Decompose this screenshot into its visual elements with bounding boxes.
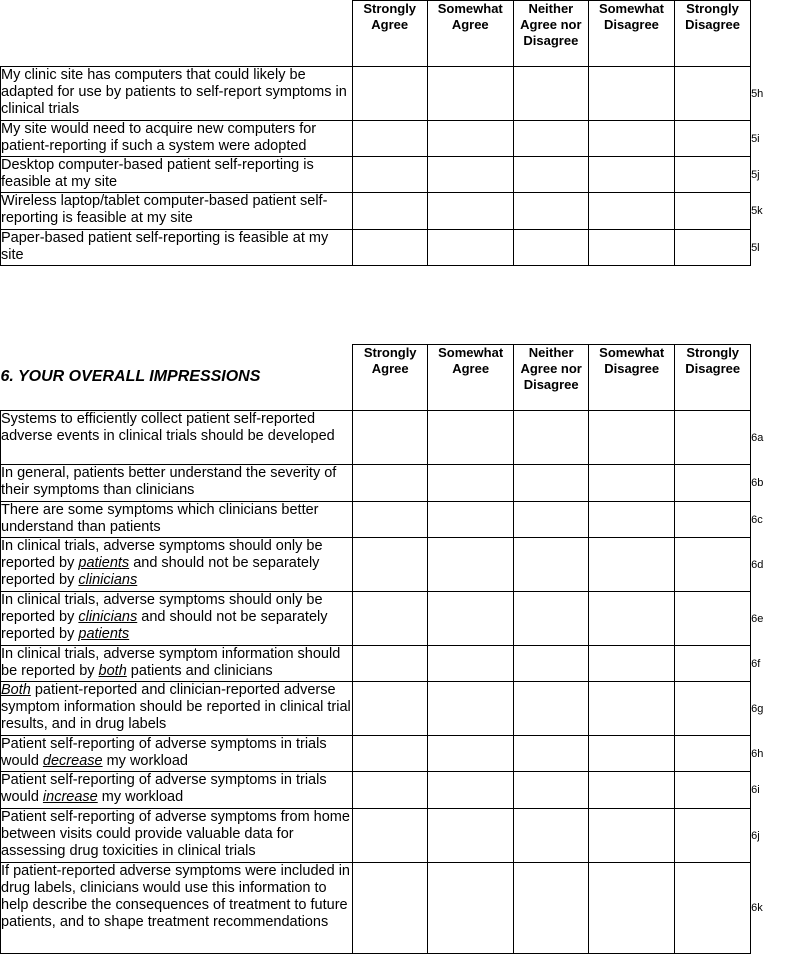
- answer-cell-somewhat-disagree[interactable]: [589, 465, 675, 502]
- answer-cell-neither[interactable]: [513, 121, 588, 157]
- answer-cell-somewhat-disagree[interactable]: [589, 646, 675, 682]
- question-row: [1, 193, 789, 230]
- question-text-part: and should not be separately reported by: [1, 555, 320, 588]
- header-strongly-disagree: Strongly Disagree: [675, 345, 751, 411]
- question-text-part: In clinical trials, adverse symptom information should be reported by: [1, 646, 341, 679]
- answer-cell-somewhat-agree[interactable]: [428, 736, 514, 772]
- emphasized-text: Both: [1, 682, 31, 698]
- answer-cell-strongly-disagree[interactable]: [675, 538, 751, 592]
- answer-cell-strongly-agree[interactable]: [353, 682, 428, 736]
- answer-cell-strongly-disagree[interactable]: [674, 121, 750, 157]
- question-text-part: patients and clinicians: [126, 663, 273, 679]
- header-strongly-agree: Strongly Agree: [353, 345, 428, 411]
- question-text: [1, 538, 353, 592]
- header-neither: Neither Agree nor Disagree: [513, 1, 588, 67]
- answer-cell-somewhat-disagree[interactable]: [589, 682, 675, 736]
- header-somewhat-disagree: Somewhat Disagree: [588, 1, 674, 67]
- answer-cell-strongly-disagree[interactable]: [675, 592, 751, 646]
- answer-cell-neither[interactable]: [514, 538, 589, 592]
- answer-cell-somewhat-agree[interactable]: [428, 682, 514, 736]
- answer-cell-somewhat-agree[interactable]: [428, 538, 514, 592]
- answer-cell-neither[interactable]: [514, 502, 589, 538]
- answer-cell-somewhat-disagree[interactable]: [588, 157, 674, 193]
- answer-cell-somewhat-agree[interactable]: [428, 592, 514, 646]
- item-code: 6j: [751, 829, 760, 842]
- question-row: [1, 157, 789, 193]
- question-text: [1, 809, 353, 863]
- answer-cell-strongly-disagree[interactable]: [675, 682, 751, 736]
- answer-cell-strongly-agree[interactable]: [353, 411, 428, 465]
- question-text: [1, 465, 353, 502]
- answer-cell-somewhat-agree[interactable]: [428, 772, 514, 809]
- answer-cell-strongly-agree[interactable]: [353, 538, 428, 592]
- answer-cell-strongly-disagree[interactable]: [675, 646, 751, 682]
- answer-cell-strongly-disagree[interactable]: [675, 772, 751, 809]
- question-row: [1, 230, 789, 266]
- item-code: 6g: [751, 702, 764, 715]
- emphasized-text: clinicians: [78, 609, 138, 625]
- answer-cell-somewhat-agree[interactable]: [428, 411, 514, 465]
- answer-cell-neither[interactable]: [513, 230, 588, 266]
- answer-cell-neither[interactable]: [514, 736, 589, 772]
- question-text-part: There are some symptoms which clinicians better understand than patients: [1, 502, 319, 535]
- answer-cell-strongly-agree[interactable]: [353, 646, 428, 682]
- question-text-part: Desktop computer-based patient self-reporting is feasible at my site: [1, 157, 314, 190]
- answer-cell-somewhat-disagree[interactable]: [589, 736, 675, 772]
- answer-cell-neither[interactable]: [514, 809, 589, 863]
- question-row: [1, 538, 789, 592]
- answer-cell-strongly-agree[interactable]: [353, 465, 428, 502]
- question-text-part: Systems to efficiently collect patient self-reported adverse events in clinical trials should be developed: [1, 411, 335, 444]
- answer-cell-strongly-agree[interactable]: [353, 863, 428, 954]
- item-code: 6h: [751, 747, 764, 760]
- question-text-part: Paper-based patient self-reporting is feasible at my site: [1, 230, 329, 263]
- question-row: [1, 736, 789, 772]
- answer-cell-somewhat-disagree[interactable]: [589, 538, 675, 592]
- question-text-part: Wireless laptop/tablet computer-based patient self-reporting is feasible at my site: [1, 193, 328, 226]
- header-strongly-disagree: Strongly Disagree: [674, 1, 750, 67]
- answer-cell-somewhat-agree[interactable]: [427, 193, 513, 230]
- question-text-part: Patient self-reporting of adverse symptoms in trials would: [1, 736, 327, 769]
- answer-cell-somewhat-disagree[interactable]: [588, 67, 674, 121]
- emphasized-text: patients: [78, 555, 130, 571]
- question-row: [1, 809, 789, 863]
- answer-cell-strongly-disagree[interactable]: [675, 411, 751, 465]
- item-code: 6e: [751, 612, 764, 625]
- question-text: [1, 157, 353, 193]
- answer-cell-somewhat-agree[interactable]: [427, 230, 513, 266]
- answer-cell-neither[interactable]: [513, 157, 588, 193]
- answer-cell-neither[interactable]: [513, 67, 588, 121]
- answer-cell-neither[interactable]: [514, 592, 589, 646]
- answer-cell-neither[interactable]: [514, 682, 589, 736]
- answer-cell-somewhat-disagree[interactable]: [588, 193, 674, 230]
- item-code: 5h: [751, 87, 764, 100]
- answer-cell-somewhat-agree[interactable]: [428, 465, 514, 502]
- item-code: 6a: [751, 431, 764, 444]
- answer-cell-strongly-agree[interactable]: [352, 67, 427, 121]
- header-blank-cell: [1, 1, 353, 67]
- answer-cell-strongly-agree[interactable]: [352, 157, 427, 193]
- question-text: [1, 646, 353, 682]
- answer-cell-somewhat-agree[interactable]: [427, 67, 513, 121]
- answer-cell-strongly-disagree[interactable]: [674, 193, 750, 230]
- answer-cell-somewhat-disagree[interactable]: [589, 772, 675, 809]
- question-text-part: In general, patients better understand the severity of their symptoms than clinicians: [1, 465, 337, 498]
- survey-table-section-6: [0, 344, 789, 954]
- question-text: [1, 592, 353, 646]
- question-text-part: and should not be separately reported by: [1, 609, 328, 642]
- question-text: [1, 230, 353, 266]
- answer-cell-somewhat-agree[interactable]: [427, 157, 513, 193]
- item-code: 6c: [751, 513, 763, 526]
- item-code: 6i: [751, 784, 760, 796]
- answer-cell-strongly-agree[interactable]: [353, 502, 428, 538]
- question-text: [1, 121, 353, 157]
- answer-cell-somewhat-agree[interactable]: [428, 502, 514, 538]
- item-code: 6b: [751, 477, 764, 489]
- question-text-part: Patient self-reporting of adverse symptoms from home between visits could provide valuable data for assessing drug toxicities in clinical trials: [1, 809, 350, 859]
- item-code: 6d: [751, 558, 764, 571]
- question-row: [1, 592, 789, 646]
- answer-cell-strongly-agree[interactable]: [353, 736, 428, 772]
- answer-cell-neither[interactable]: [513, 193, 588, 230]
- emphasized-text: patients: [78, 626, 130, 642]
- question-row: [1, 646, 789, 682]
- answer-cell-strongly-disagree[interactable]: [674, 230, 750, 266]
- emphasized-text: both: [98, 663, 127, 679]
- question-text: [1, 193, 353, 230]
- question-row: [1, 682, 789, 736]
- emphasized-text: decrease: [42, 753, 103, 769]
- question-text-part: patient-reported and clinician-reported adverse symptom information should be reported in clinical trial results, and in drug labels: [1, 682, 351, 732]
- answer-cell-neither[interactable]: [514, 411, 589, 465]
- survey-table-section-5: [0, 0, 789, 266]
- question-text: [1, 502, 353, 538]
- question-text-part: In clinical trials, adverse symptoms should only be reported by: [1, 592, 323, 625]
- answer-cell-neither[interactable]: [514, 646, 589, 682]
- question-text-part: Patient self-reporting of adverse symptoms in trials would: [1, 772, 327, 805]
- question-row: [1, 772, 789, 809]
- answer-cell-neither[interactable]: [514, 772, 589, 809]
- question-text: [1, 67, 353, 121]
- question-text-part: If patient-reported adverse symptoms were included in drug labels, clinicians would use this information to help describe the consequences of treatment to future patients, and to shape treatment recommendations: [1, 863, 350, 930]
- question-text-part: My clinic site has computers that could likely be adapted for use by patients to self-report symptoms in clinical trials: [1, 67, 347, 117]
- answer-cell-neither[interactable]: [514, 863, 589, 954]
- answer-cell-somewhat-agree[interactable]: [428, 646, 514, 682]
- item-code: 6f: [751, 657, 761, 670]
- question-text-part: my workload: [97, 789, 184, 805]
- item-code: 5k: [751, 205, 763, 217]
- answer-cell-somewhat-disagree[interactable]: [588, 230, 674, 266]
- header-strongly-agree: Strongly Agree: [352, 1, 427, 67]
- answer-cell-somewhat-agree[interactable]: [428, 863, 514, 954]
- header-somewhat-agree: Somewhat Agree: [427, 1, 513, 67]
- question-text: [1, 736, 353, 772]
- header-somewhat-agree: Somewhat Agree: [428, 345, 514, 411]
- question-text: [1, 863, 353, 954]
- answer-cell-somewhat-agree[interactable]: [428, 809, 514, 863]
- section-6-title: 6. YOUR OVERALL IMPRESSIONS: [0, 368, 261, 386]
- answer-cell-somewhat-disagree[interactable]: [589, 592, 675, 646]
- answer-cell-strongly-agree[interactable]: [352, 230, 427, 266]
- question-row: [1, 121, 789, 157]
- answer-cell-somewhat-disagree[interactable]: [588, 121, 674, 157]
- answer-cell-neither[interactable]: [514, 465, 589, 502]
- header-somewhat-disagree: Somewhat Disagree: [589, 345, 675, 411]
- answer-cell-strongly-disagree[interactable]: [674, 157, 750, 193]
- answer-cell-strongly-disagree[interactable]: [675, 736, 751, 772]
- question-row: [1, 502, 789, 538]
- answer-cell-strongly-disagree[interactable]: [675, 809, 751, 863]
- answer-cell-strongly-disagree[interactable]: [675, 465, 751, 502]
- answer-cell-somewhat-disagree[interactable]: [589, 411, 675, 465]
- emphasized-text: increase: [42, 789, 98, 805]
- section-6-title-cell: [1, 345, 353, 411]
- answer-cell-strongly-agree[interactable]: [352, 121, 427, 157]
- item-code: 5i: [751, 132, 760, 145]
- answer-cell-somewhat-agree[interactable]: [427, 121, 513, 157]
- question-row: [1, 465, 789, 502]
- answer-cell-strongly-agree[interactable]: [352, 193, 427, 230]
- item-code: 6k: [751, 902, 763, 914]
- question-row: [1, 411, 789, 465]
- answer-cell-somewhat-disagree[interactable]: [589, 863, 675, 954]
- question-row: [1, 863, 789, 954]
- question-text-part: my workload: [102, 753, 188, 769]
- question-text: [1, 411, 353, 465]
- question-text: [1, 682, 353, 736]
- item-code: 5j: [751, 168, 760, 181]
- answer-cell-strongly-agree[interactable]: [353, 809, 428, 863]
- header-neither: Neither Agree nor Disagree: [514, 345, 589, 411]
- answer-cell-strongly-disagree[interactable]: [675, 863, 751, 954]
- item-code: 5l: [751, 241, 760, 254]
- answer-cell-somewhat-disagree[interactable]: [589, 809, 675, 863]
- emphasized-text: clinicians: [78, 572, 138, 588]
- answer-cell-strongly-agree[interactable]: [353, 772, 428, 809]
- answer-cell-strongly-disagree[interactable]: [675, 502, 751, 538]
- question-text-part: My site would need to acquire new computers for patient-reporting if such a system were adopted: [1, 121, 317, 154]
- answer-cell-somewhat-disagree[interactable]: [589, 502, 675, 538]
- question-text-part: In clinical trials, adverse symptoms should only be reported by: [1, 538, 323, 571]
- answer-cell-strongly-disagree[interactable]: [674, 67, 750, 121]
- question-text: [1, 772, 353, 809]
- answer-cell-strongly-agree[interactable]: [353, 592, 428, 646]
- question-row: [1, 67, 789, 121]
